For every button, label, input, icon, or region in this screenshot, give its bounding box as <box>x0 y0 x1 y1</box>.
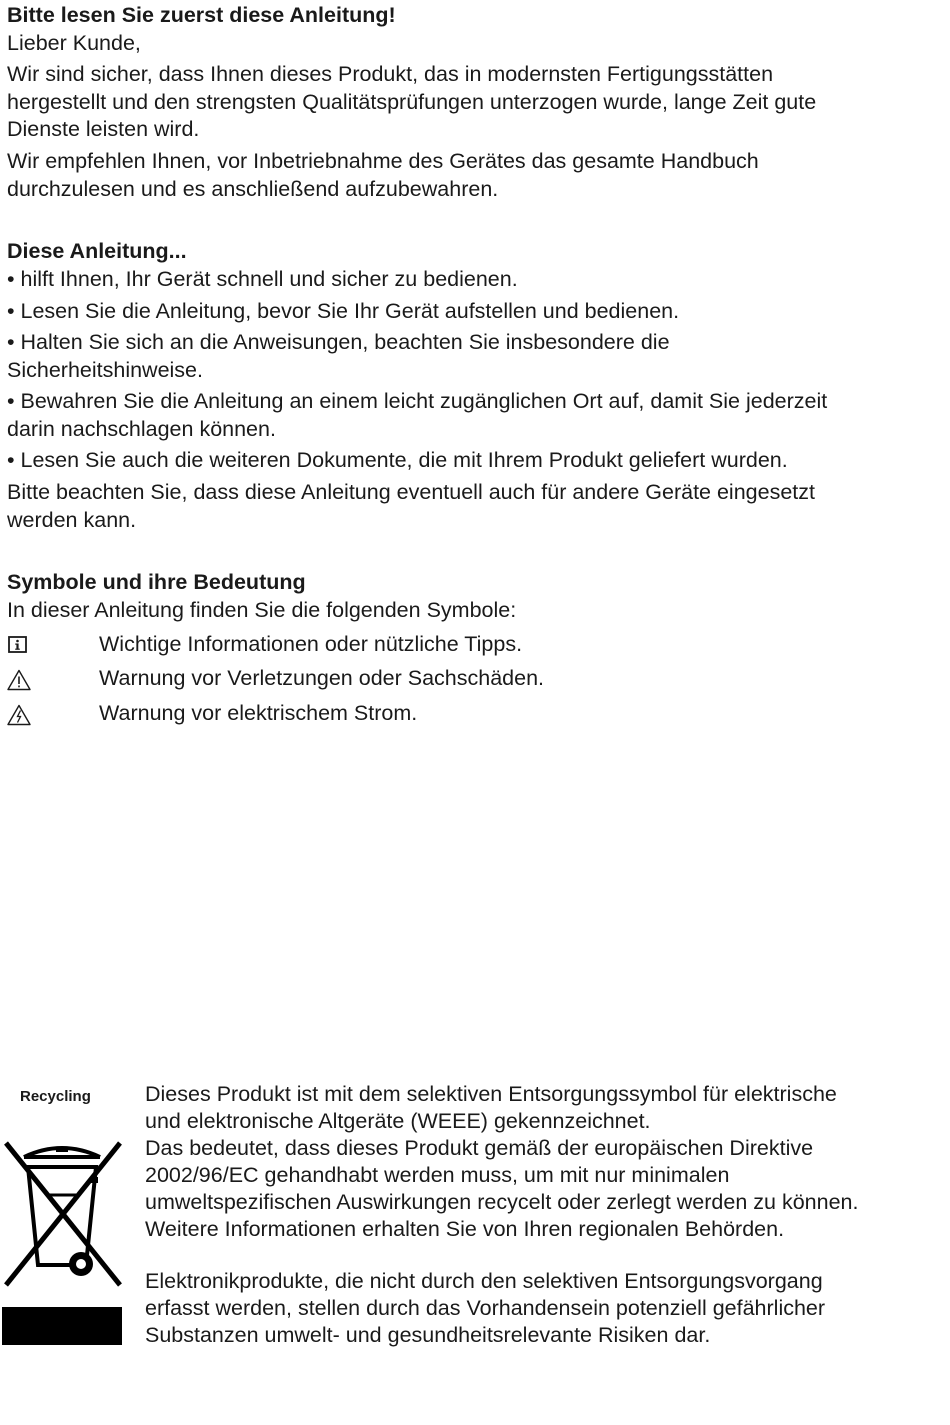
guide-bullet: • Halten Sie sich an die Anweisungen, beachten Sie insbesondere die <box>7 330 670 354</box>
intro-para2-line1: Wir empfehlen Ihnen, vor Inbetriebnahme des Gerätes das gesamte Handbuch <box>7 149 759 173</box>
guide-bullet: • hilft Ihnen, Ihr Gerät schnell und sicher zu bedienen. <box>7 267 518 291</box>
recycling-para2-line3: Substanzen umwelt- und gesundheitsrelevante Risiken dar. <box>145 1323 711 1347</box>
intro-para1-line3: Dienste leisten wird. <box>7 117 200 141</box>
symbol-row-electric <box>7 700 907 730</box>
intro-para1-line2: hergestellt und den strengsten Qualitätsprüfungen unterzogen wurde, lange Zeit gute <box>7 89 817 114</box>
intro-heading: Bitte lesen Sie zuerst diese Anleitung! <box>7 3 396 27</box>
intro-para2-line2: durchzulesen und es anschließend aufzubewahren. <box>7 176 499 201</box>
guide-note-line2: werden kann. <box>7 507 137 532</box>
recycling-para2-line1: Elektronikprodukte, die nicht durch den selektiven Entsorgungsvorgang <box>145 1269 823 1293</box>
symbol-text-warning: Warnung vor Verletzungen oder Sachschäden. <box>99 666 545 690</box>
recycling-para2-line2: erfasst werden, stellen durch das Vorhandensein potenziell gefährlicher <box>145 1296 826 1320</box>
intro-para1-line1: Wir sind sicher, dass Ihnen dieses Produkt, das in modernsten Fertigungsstätten <box>7 62 774 86</box>
guide-bullet-cont: darin nachschlagen können. <box>7 416 276 441</box>
recycling-para1-line5: umweltspezifischen Auswirkungen recycelt oder zerlegt werden zu können. <box>145 1190 859 1214</box>
recycling-para1-line3: Das bedeutet, dass dieses Produkt gemäß der europäischen Direktive <box>145 1136 814 1160</box>
symbol-row-info <box>7 631 907 661</box>
greeting: Lieber Kunde, <box>7 31 141 55</box>
symbol-row-warning <box>7 665 907 695</box>
warning-icon <box>7 669 31 691</box>
weee-black-bar <box>2 1307 122 1345</box>
crossed-out-wheelie-bin-icon <box>2 1133 124 1293</box>
info-icon <box>7 635 31 657</box>
symbols-heading: Symbole und ihre Bedeutung <box>7 570 306 594</box>
guide-heading: Diese Anleitung... <box>7 239 187 263</box>
recycling-para1-line1: Dieses Produkt ist mit dem selektiven Entsorgungssymbol für elektrische <box>145 1082 837 1106</box>
symbols-intro: In dieser Anleitung finden Sie die folgenden Symbole: <box>7 598 517 622</box>
guide-bullet: • Lesen Sie auch die weiteren Dokumente, die mit Ihrem Produkt geliefert wurden. <box>7 448 788 472</box>
guide-note-line1: Bitte beachten Sie, dass diese Anleitung eventuell auch für andere Geräte eingesetzt <box>7 480 815 504</box>
recycling-para1-line2: und elektronische Altgeräte (WEEE) gekennzeichnet. <box>145 1109 651 1133</box>
recycling-para1-line4: 2002/96/EC gehandhabt werden muss, um mit nur minimalen <box>145 1163 730 1187</box>
guide-bullet: • Lesen Sie die Anleitung, bevor Sie Ihr Gerät aufstellen und bedienen. <box>7 299 680 323</box>
electric-warning-icon <box>7 704 31 726</box>
recycling-label: Recycling <box>20 1088 91 1105</box>
recycling-para1-line6: Weitere Informationen erhalten Sie von Ihren regionalen Behörden. <box>145 1217 785 1241</box>
symbol-text-info: Wichtige Informationen oder nützliche Tipps. <box>99 632 523 656</box>
symbol-text-electric: Warnung vor elektrischem Strom. <box>99 701 418 725</box>
guide-bullet-cont: Sicherheitshinweise. <box>7 357 203 382</box>
guide-bullet: • Bewahren Sie die Anleitung an einem leicht zugänglichen Ort auf, damit Sie jederzeit <box>7 389 828 413</box>
